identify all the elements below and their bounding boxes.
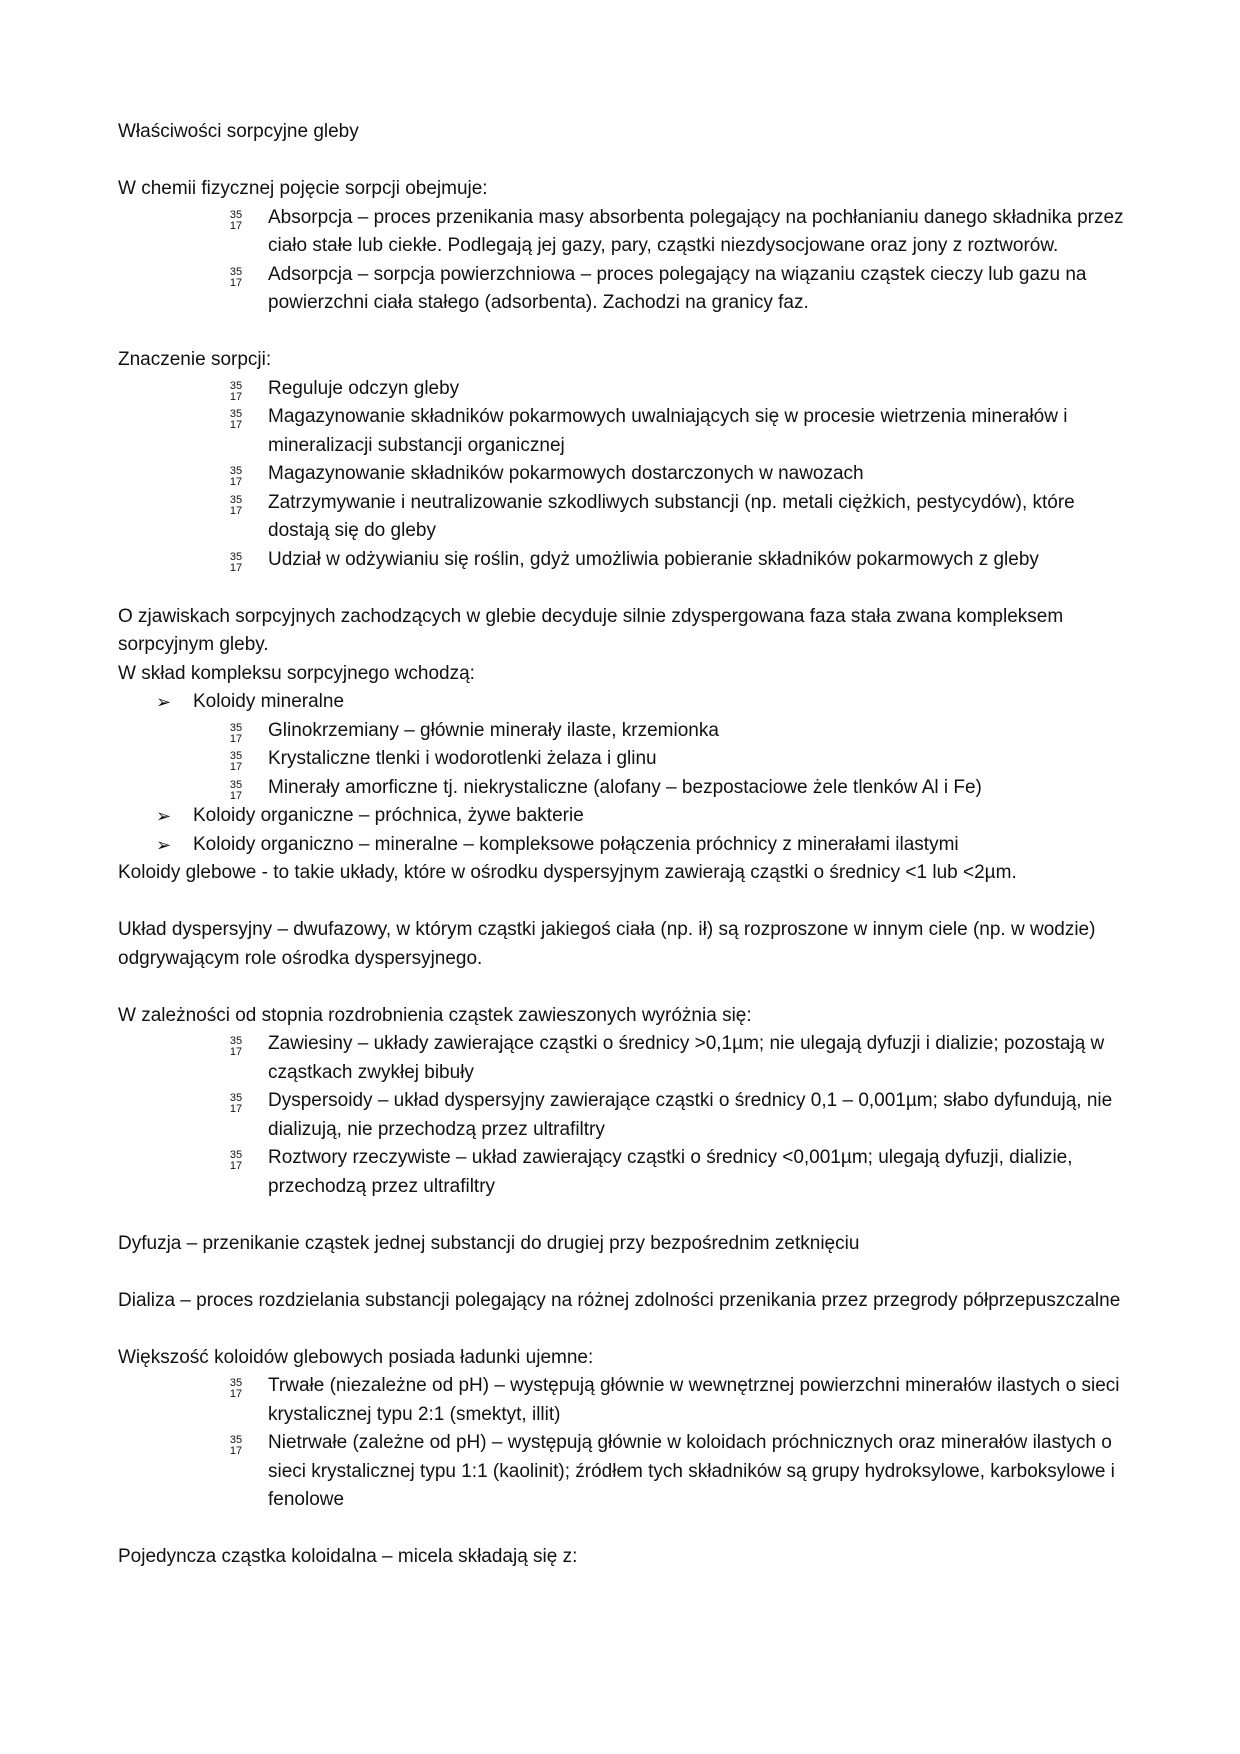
bullet-symbol-icon: 35 17 xyxy=(229,408,243,431)
bullet-symbol-icon: 35 17 xyxy=(229,208,243,232)
list-item-text: Magazynowanie składników pokarmowych dostarczonych w nawozach xyxy=(268,463,864,484)
list-item xyxy=(118,204,1128,261)
list-item-text: Absorpcja – proces przenikania masy absorbenta polegający na pochłanianiu danego składnika przez ciało stałe lub ciekłe. Podlegają jej gazy, pary, cząstki niezdysocjowane oraz jony z roztworów. xyxy=(268,206,1124,256)
bullet-symbol-icon: 35 17 xyxy=(229,493,243,517)
list-item xyxy=(118,831,1128,860)
bullet-symbol-icon: 35 17 xyxy=(229,1035,243,1058)
arrow-bullet-icon: ➢ xyxy=(156,834,172,855)
bullet-symbol-icon: 35 17 xyxy=(229,721,243,745)
bullet-symbol-icon: 35 17 xyxy=(229,778,243,802)
list-item-text: Minerały amorficzne tj. niekrystaliczne (alofany – bezpostaciowe żele tlenków Al i Fe) xyxy=(268,776,982,798)
paragraph-kompleks: O zjawiskach sorpcyjnych zachodzących w glebie decyduje silnie zdyspergowana faza stała zwana kompleksem sorpcyjnym gleby. xyxy=(118,605,1064,655)
list-item-text: Udział w odżywianiu się roślin, gdyż umożliwia pobieranie składników pokarmowych z gleby xyxy=(268,548,1039,570)
document-title: Właściwości sorpcyjne gleby xyxy=(118,121,359,142)
paragraph-dializa-def: Dializa – proces rozdzielania substancji polegający na różnej zdolności przenikania przez przegrody półprzepuszczalne xyxy=(118,1289,1121,1311)
list-item-text: Krystaliczne tlenki i wodorotlenki żelaza i glinu xyxy=(268,748,657,769)
list-item-text: Trwałe (niezależne od pH) – występują głównie w wewnętrznej powierzchni minerałów ilastych o sieci krystalicznej typu 2:1 (smektyt, illit) xyxy=(268,1375,1120,1425)
list-item xyxy=(118,1372,1128,1429)
bullet-symbol-icon: 35 17 xyxy=(229,1377,243,1400)
paragraph-dyfuzja-def: Dyfuzja – przenikanie cząstek jednej substancji do drugiej przy bezpośrednim zetknięciu xyxy=(118,1232,860,1254)
paragraph-stopien-heading: W zależności od stopnia rozdrobnienia cząstek zawieszonych wyróżnia się: xyxy=(118,1004,752,1026)
bullet-symbol-icon: 35 17 xyxy=(229,1149,243,1172)
bullet-symbol-icon: 35 17 xyxy=(229,465,243,488)
list-item-text: Dyspersoidy – układ dyspersyjny zawierające cząstki o średnicy 0,1 – 0,001µm; słabo dyfundują, nie dializują, nie przechodzą przez ultrafiltry xyxy=(268,1090,1113,1140)
arrow-bullet-icon: ➢ xyxy=(156,806,172,826)
list-item xyxy=(118,745,1128,774)
list-item xyxy=(118,403,1128,460)
list-item xyxy=(118,1030,1128,1087)
bullet-symbol-icon: 35 17 xyxy=(229,750,243,773)
list-item xyxy=(118,460,1128,489)
list-item xyxy=(118,688,1128,717)
list-item-text: Zawiesiny – układy zawierające cząstki o średnicy >0,1µm; nie ulegają dyfuzji i dializie; pozostają w cząstkach zwykłej bibuły xyxy=(268,1033,1105,1083)
bullet-symbol-icon: 35 17 xyxy=(229,550,243,574)
list-item xyxy=(118,261,1128,318)
list-item-text: Koloidy organiczno – mineralne – kompleksowe połączenia próchnicy z minerałami ilastymi xyxy=(193,833,959,855)
arrow-bullet-icon: ➢ xyxy=(156,692,172,712)
paragraph-koloidy-def: Koloidy glebowe - to takie układy, które w ośrodku dyspersyjnym zawierają cząstki o średnicy <1 lub <2µm. xyxy=(118,862,1017,883)
bullet-symbol-icon: 35 17 xyxy=(229,265,243,289)
bullet-symbol-icon: 35 17 xyxy=(229,1092,243,1115)
list-item xyxy=(118,1087,1128,1144)
paragraph-micela-heading: Pojedyncza cząstka koloidalna – micela składają się z: xyxy=(118,1546,578,1567)
list-item-text: Koloidy mineralne xyxy=(193,691,345,712)
list-item-text: Zatrzymywanie i neutralizowanie szkodliwych substancji (np. metali ciężkich, pestycydów), które dostają się do gleby xyxy=(268,491,1075,541)
list-item-text: Nietrwałe (zależne od pH) – występują głównie w koloidach próchnicznych oraz minerałów ilastych o sieci krystalicznej typu 1:1 (kaolinit); źródłem tych składników są grupy hydroksylowe, karboksylowe i fenolowe xyxy=(268,1432,1115,1510)
document-content xyxy=(118,118,1128,1572)
list-item-text: Koloidy organiczne – próchnica, żywe bakterie xyxy=(193,805,584,826)
list-item xyxy=(118,774,1128,803)
bullet-symbol-icon: 35 17 xyxy=(229,379,243,403)
paragraph-uklad-def: Układ dyspersyjny – dwufazowy, w którym cząstki jakiegoś ciała (np. ił) są rozproszone w innym ciele (np. w wodzie) odgrywającym role ośrodka dyspersyjnego. xyxy=(118,919,1096,969)
bullet-symbol-icon: 35 17 xyxy=(229,1434,243,1457)
list-item xyxy=(118,489,1128,546)
list-item-text: Adsorpcja – sorpcja powierzchniowa – proces polegający na wiązaniu cząstek cieczy lub gazu na powierzchni ciała stałego (adsorbenta). Zachodzi na granicy faz. xyxy=(268,263,1087,313)
list-item-text: Reguluje odczyn gleby xyxy=(268,377,460,399)
list-item xyxy=(118,1429,1128,1515)
paragraph-sorpcja-intro: W chemii fizycznej pojęcie sorpcji obejmuje: xyxy=(118,178,488,199)
list-item xyxy=(118,375,1128,404)
list-item-text: Magazynowanie składników pokarmowych uwalniających się w procesie wietrzenia minerałów i mineralizacji substancji organicznej xyxy=(268,406,1068,456)
list-item-text: Roztwory rzeczywiste – układ zawierający cząstki o średnicy <0,001µm; ulegają dyfuzji, dializie, przechodzą przez ultrafiltry xyxy=(268,1147,1073,1197)
list-item xyxy=(118,1144,1128,1201)
list-item xyxy=(118,802,1128,831)
list-item-text: Glinokrzemiany – głównie minerały ilaste, krzemionka xyxy=(268,719,719,741)
paragraph-znaczenie-heading: Znaczenie sorpcji: xyxy=(118,349,272,370)
paragraph-kompleks-sklad: W skład kompleksu sorpcyjnego wchodzą: xyxy=(118,662,475,684)
list-item xyxy=(118,717,1128,746)
paragraph-ladunki-heading: Większość koloidów glebowych posiada ładunki ujemne: xyxy=(118,1346,594,1368)
list-item xyxy=(118,546,1128,575)
